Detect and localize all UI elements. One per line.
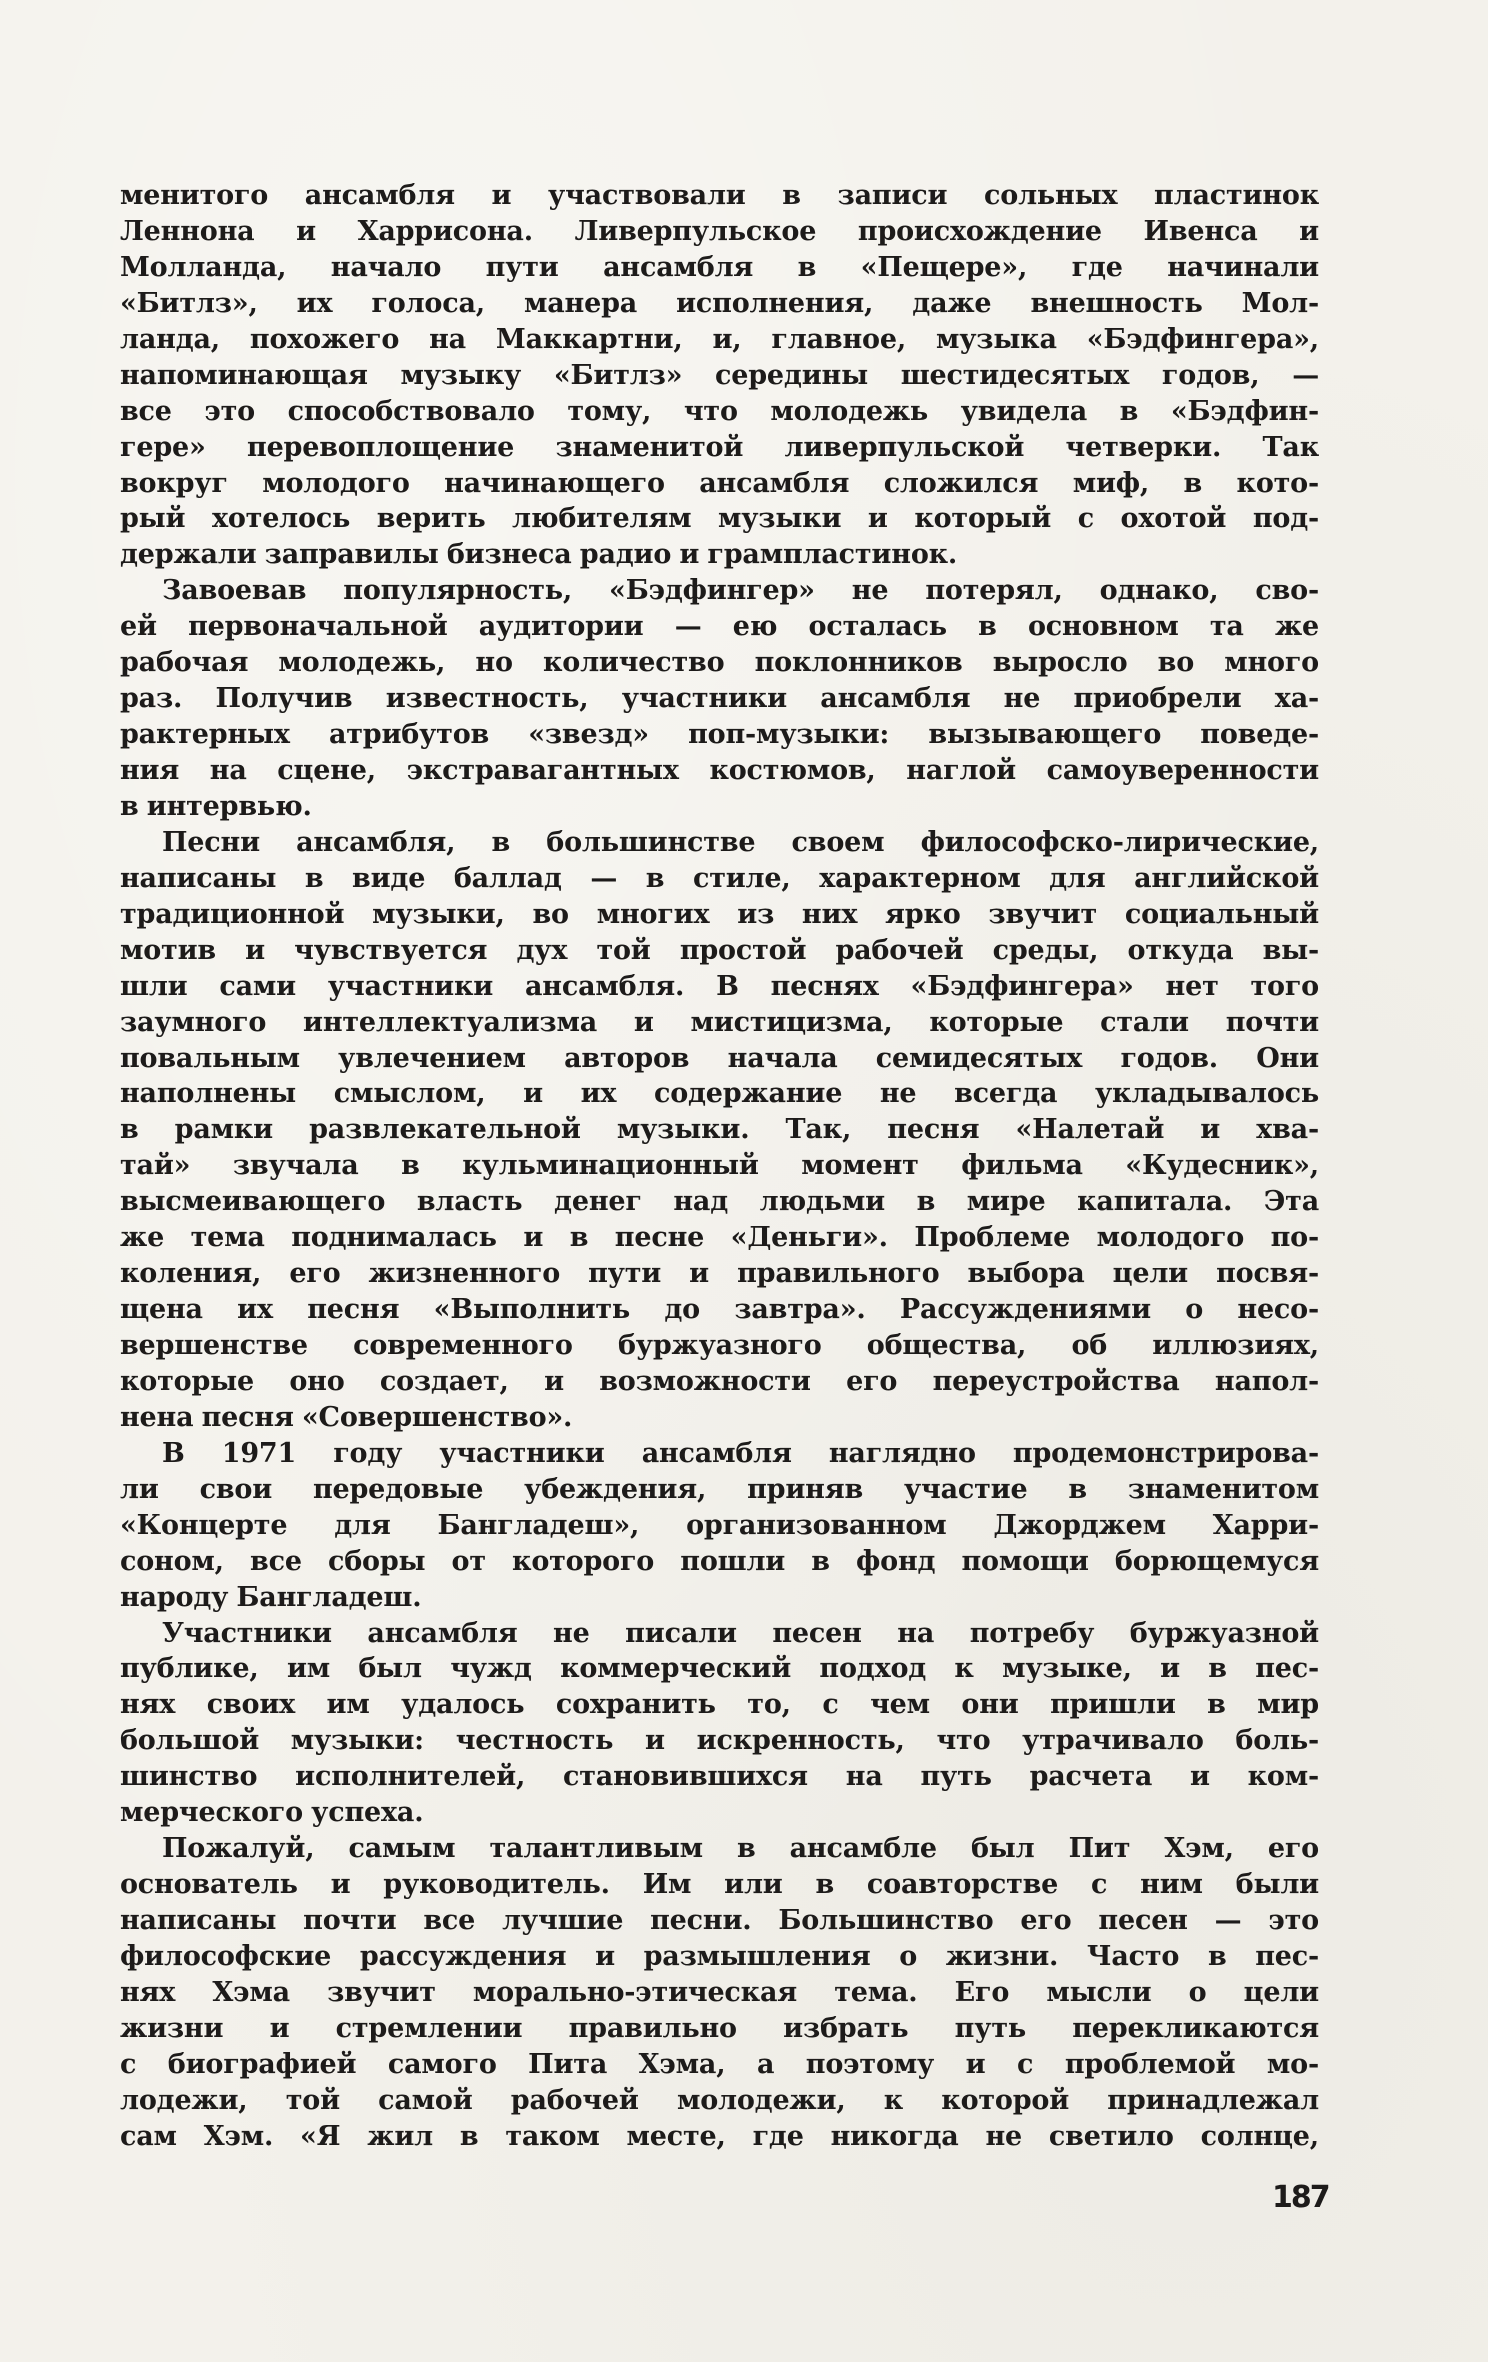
text-line: сам Хэм. «Я жил в таком месте, где никогда не светило солнце, [120,2120,1319,2152]
text-line: вершенстве современного буржуазного общества, об иллюзиях, [120,1330,1319,1361]
text-line: ланда, похожего на Маккартни, и, главное, музыка «Бэдфингера», [120,323,1319,355]
text-line: «Битлз», их голоса, манера исполнения, даже внешность Мол- [120,287,1319,319]
text-line: Завоевав популярность, «Бэдфингер» не потерял, однако, сво- [162,575,1319,607]
paragraph [120,1831,1319,2154]
page-number: 187 [1272,2180,1329,2215]
text-line: основатель и руководитель. Им или в соавторстве с ним были [120,1869,1319,1901]
text-line: держали заправилы бизнеса радио и грампластинок. [120,539,958,571]
text-line: ли свои передовые убеждения, приняв участие в знаменитом [120,1473,1319,1505]
text-line: нях своих им удалось сохранить то, с чем они пришли в мир [120,1689,1319,1721]
text-line: Молланда, начало пути ансамбля в «Пещере», где начинали [120,251,1319,283]
paragraph [120,1616,1319,1832]
text-line: в рамки развлекательной музыки. Так, песня «Налетай и хва- [120,1114,1319,1146]
text-line: рактерных атрибутов «звезд» поп-музыки: вызывающего поведе- [120,719,1319,751]
text-line: гере» перевоплощение знаменитой ливерпульской четверки. Так [120,431,1319,463]
text-line: ей первоначальной аудитории — ею осталась в основном та же [120,611,1319,643]
text-line: мерческого успеха. [120,1797,424,1829]
text-line: заумного интеллектуализма и мистицизма, которые стали почти [120,1006,1319,1038]
paragraph [120,178,1319,573]
text-line: с биографией самого Пита Хэма, а поэтому и с проблемой мо- [120,2048,1319,2080]
text-line: написаны в виде баллад — в стиле, характерном для английской [120,862,1319,894]
text-line: жизни и стремлении правильно избрать путь перекликаются [120,2012,1319,2044]
paragraph [120,825,1319,1436]
text-line: коления, его жизненного пути и правильного выбора цели посвя- [120,1258,1319,1290]
text-line: напоминающая музыку «Битлз» середины шестидесятых годов, — [120,359,1319,391]
text-line: рый хотелось верить любителям музыки и который с охотой под- [120,503,1319,535]
text-line: большой музыки: честность и искренность, что утрачивало боль- [120,1725,1319,1757]
text-line: рабочая молодежь, но количество поклонников выросло во много [120,647,1319,679]
text-line: которые оно создает, и возможности его переустройства напол- [120,1365,1319,1397]
text-line: раз. Получив известность, участники ансамбля не приобрели ха- [120,683,1319,715]
text-line: Участники ансамбля не писали песен на потребу буржуазной [162,1617,1319,1649]
text-line: шинство исполнителей, становившихся на путь расчета и ком- [120,1761,1319,1793]
text-line: философские рассуждения и размышления о жизни. Часто в пес- [120,1940,1319,1972]
text-line: менитого ансамбля и участвовали в записи сольных пластинок [120,180,1319,211]
text-line: «Концерте для Бангладеш», организованном Джорджем Харри- [120,1509,1319,1541]
text-line: Пожалуй, самым талантливым в ансамбле был Пит Хэм, его [162,1833,1319,1865]
paragraph [120,1436,1319,1616]
text-line: наполнены смыслом, и их содержание не всегда укладывалось [120,1078,1319,1110]
text-line: соном, все сборы от которого пошли в фонд помощи борющемуся [120,1545,1319,1577]
text-line: мотив и чувствуется дух той простой рабочей среды, откуда вы- [120,934,1319,966]
text-line: высмеивающего власть денег над людьми в мире капитала. Эта [120,1186,1319,1218]
text-line: народу Бангладеш. [120,1581,422,1613]
text-line: шли сами участники ансамбля. В песнях «Бэдфингера» нет того [120,970,1319,1002]
text-line: Песни ансамбля, в большинстве своем философско-лирические, [162,826,1319,858]
text-line: ния на сцене, экстравагантных костюмов, наглой самоуверенности [120,755,1319,786]
text-line: в интервью. [120,790,312,822]
text-line: все это способствовало тому, что молодежь увидела в «Бэдфин- [120,395,1319,427]
text-line: лодежи, той самой рабочей молодежи, к которой принадлежал [120,2084,1319,2116]
text-line: В 1971 году участники ансамбля наглядно продемонстрирова- [162,1437,1319,1469]
text-line: написаны почти все лучшие песни. Большинство его песен — это [120,1905,1319,1936]
text-line: традиционной музыки, во многих из них ярко звучит социальный [120,898,1319,930]
text-line: щена их песня «Выполнить до завтра». Рассуждениями о несо- [120,1294,1319,1326]
text-line: повальным увлечением авторов начала семидесятых годов. Они [120,1042,1319,1074]
text-line: тай» звучала в кульминационный момент фильма «Кудесник», [120,1150,1319,1182]
paragraph [120,573,1319,825]
text-line: вокруг молодого начинающего ансамбля сложился миф, в кото- [120,467,1319,499]
text-line: нена песня «Совершенство». [120,1401,573,1433]
text-line: Леннона и Харрисона. Ливерпульское происхождение Ивенса и [120,215,1319,247]
text-line: же тема поднималась и в песне «Деньги». Проблеме молодого по- [120,1222,1319,1254]
text-line: нях Хэма звучит морально-этическая тема. Его мысли о цели [120,1976,1319,2008]
body-text [120,178,1319,2155]
text-line: публике, им был чужд коммерческий подход к музыке, и в пес- [120,1653,1319,1685]
